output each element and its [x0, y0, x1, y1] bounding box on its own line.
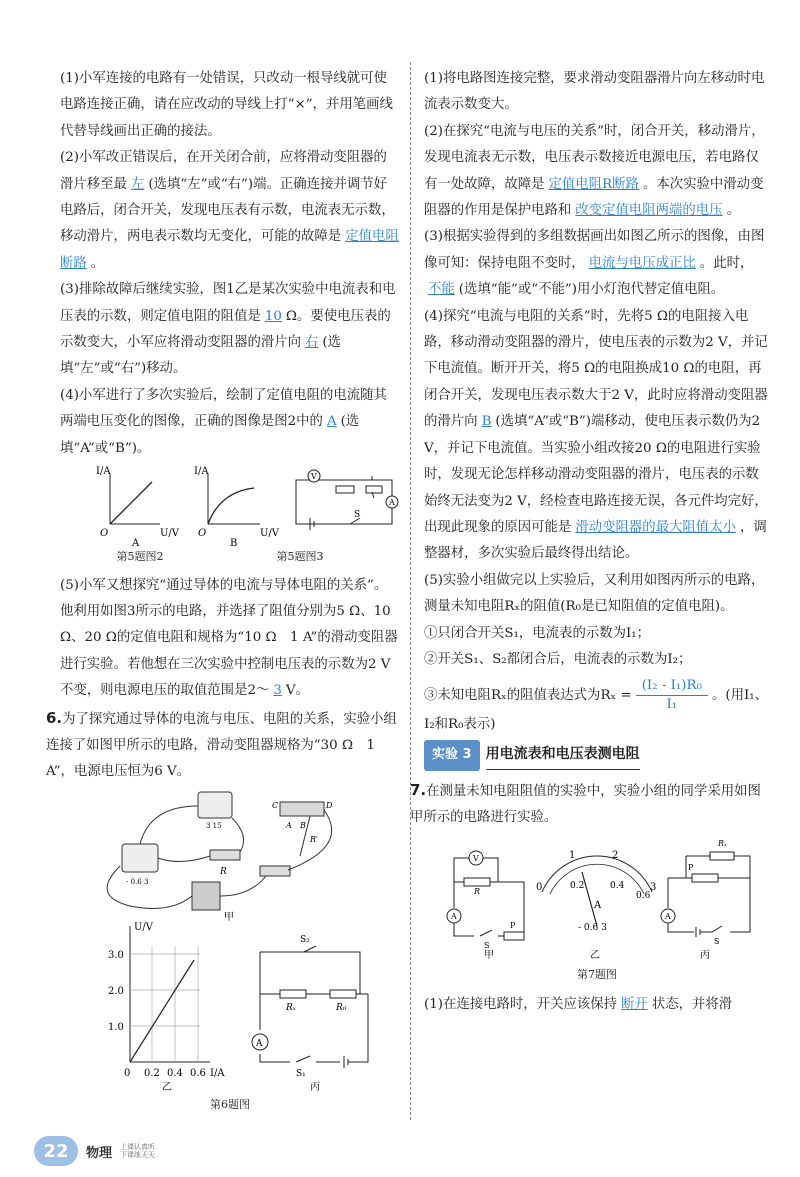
svg-text:0: 0	[536, 881, 543, 893]
circuit-bing	[252, 946, 368, 1068]
q6-step3: ③未知电阻Rₓ的阻值表达式为Rₓ = $\frac{\text{(I₂ - I₁)R₀}}{\text{I₁}}$ 。(用I₁、I₂和R₀表示)	[424, 678, 769, 733]
answer: A	[326, 414, 337, 430]
voltmeter-label: V	[473, 853, 479, 863]
svg-text:R′: R′	[310, 834, 318, 844]
q5-part5: (5)小军又想探究“通过导体的电流与导体电阻的关系”。他利用如图3所示的电路，并选择了阻值分别为5 Ω、10 Ω、20 Ω的定值电阻和规格为“10 Ω 1 A”的滑动变阻器进行实验。若他想在三次实验中控制电压表的示数为2 V不变，则电源电压的取值范围是2～ 3 V。	[60, 577, 398, 699]
switch-device	[260, 866, 290, 876]
svg-text:D: D	[326, 800, 333, 810]
origin-label: O	[198, 528, 207, 540]
ammeter-label: A	[389, 498, 395, 508]
svg-text:R: R	[220, 866, 227, 877]
graph-label: B	[230, 538, 238, 549]
axis-label: U/V	[260, 528, 280, 540]
q6-part4: (4)探究“电流与电阻的关系”时，先将5 Ω的电阻接入电路，移动滑动变阻器的滑片，使电压表的示数为2 V，并记下电流值。断开开关，将5 Ω的电阻换成10 Ω的电阻，再闭合开关，发现电压表示数大于2 V，此时应将滑动变阻器的滑片向 B (选填“A”或“B”)端移动，使电压表示数仍为2 V，并记下电流值。当实验小组改接20 Ω的电阻进行实验时，发现无论怎样移动滑动变阻器的滑片，电压表的示数始终无法变为2 V，经检查电路连接无误，各元件均完好，出现此现象的原因可能是 滑动变阻器的最大阻值太小 ，调整器材，多次实验后最终得出结论。	[424, 308, 768, 562]
answer: 3	[273, 683, 282, 699]
svg-text:2: 2	[612, 849, 619, 861]
fig-label: 甲	[484, 949, 494, 961]
q6-part1: (1)将电路图连接完整，要求滑动变阻器滑片向左移动时电流表示数变大。	[424, 71, 765, 113]
tick-label: 1.0	[108, 1021, 124, 1033]
fig-label: 甲	[224, 911, 234, 922]
q5-part4: (4)小军进行了多次实验后，绘制了定值电阻的电流随其两端电压变化的图像，正确的图像是图2中的 A (选填“A”或“B”)。	[60, 387, 387, 456]
graph-and-circuit	[60, 922, 400, 1092]
tick-label: 0	[124, 1067, 131, 1079]
answer-fraction: $\frac{\text{(I₂ - I₁)R₀}}{\text{I₁}}$	[636, 677, 708, 714]
circuit-bing	[661, 852, 750, 937]
q6-part2: (2)在探究“电流与电压的关系”时，闭合开关，移动滑片，发现电流表无示数，电压表示数接近电源电压，若电路仅有一处故障，故障是 定值电阻R断路 。本次实验中滑动变阻器的作用是保护电路和 改变定值电阻两端的电压 。	[424, 123, 765, 219]
answer: 左	[130, 176, 145, 192]
tick-label: 0.6	[190, 1067, 206, 1079]
svg-text:0.6: 0.6	[636, 890, 651, 901]
experiment-title: 用电流表和电压表测电阻	[486, 741, 640, 769]
ammeter-dial	[536, 850, 656, 961]
ammeter-label: A	[256, 1038, 263, 1049]
battery-device	[192, 882, 220, 910]
axis-label: U/V	[134, 921, 154, 933]
axis-label: U/V	[160, 528, 180, 540]
fig6-yi-bing	[60, 922, 400, 1092]
left-column	[46, 66, 400, 1118]
slogan: 上课认真听 下课练天天	[120, 1143, 156, 1159]
fig-label: 乙	[162, 1081, 172, 1092]
answer: 断开	[621, 996, 648, 1012]
question-number: 7.	[410, 780, 427, 799]
experiment-header	[424, 740, 770, 770]
svg-text:A: A	[594, 899, 602, 911]
q5-part1: (1)小军连接的电路有一处错误，只改动一根导线就可使电路连接正确，请在应改动的导线上打“×”，并用笔画线代替导线画出正确的接法。	[60, 71, 393, 139]
axis-label: I/A	[96, 466, 111, 478]
q5-part3: (3)排除故障后继续实验，图1乙是某次实验中电流表和电压表的示数，则定值电阻的阻值是 10 Ω。要使电压表的示数变大，小军应将滑动变阻器的滑片向 右 (选填“左”或“右”)移动。	[60, 282, 396, 377]
svg-text:0.2: 0.2	[570, 880, 585, 891]
q7-part1: (1)在连接电路时，开关应该保持 断开 状态，并将滑	[424, 996, 733, 1012]
page-footer	[34, 1136, 155, 1166]
q5-part2: (2)小军改正错误后，在开关闭合前，应将滑动变阻器的滑片移至最 左 (选填“左”或“右”)端。正确连接并调节好电路后，闭合开关，发现电压表有示数，电流表无示数，移动滑片，两电表示数均无变化，可能的故障是 定值电阻断路 。	[60, 150, 399, 271]
q7-stem: 7.在测量未知电阻阻值的实验中，实验小组的同学采用如图甲所示的电路进行实验。	[410, 780, 761, 826]
fig7	[424, 832, 770, 962]
resistor-label: R₀	[336, 1002, 347, 1013]
switch-label: S	[354, 510, 361, 521]
answer: 定值电阻断路	[60, 229, 399, 271]
svg-text:P: P	[688, 862, 694, 872]
switch-label: S₁	[296, 1068, 306, 1079]
caption: 第5题图3	[276, 550, 324, 564]
svg-text:C: C	[272, 800, 279, 810]
svg-text:- 0.6 3: - 0.6 3	[578, 922, 607, 933]
ammeter-label: A	[451, 911, 457, 921]
voltmeter-device	[198, 792, 232, 818]
axis-label: I/A	[210, 1067, 225, 1079]
caption: 第5题图2	[116, 550, 164, 564]
switch-label: S₂	[300, 934, 310, 945]
answer: 滑动变阻器的最大阻值太小	[575, 519, 736, 535]
svg-text:1: 1	[569, 849, 576, 861]
answer: 电流与电压成正比	[588, 255, 696, 271]
experiment-tag: 实验 3	[424, 740, 480, 770]
axis-label: I/A	[194, 466, 209, 478]
q6-part3: (3)根据实验得到的多组数据画出如图乙所示的图像，由图像可知：保持电阻不变时， 电流与电压成正比 。此时，不能 (选填“能”或“不能”)用小灯泡代替定值电阻。	[424, 229, 765, 298]
right-column	[410, 66, 770, 1018]
q5-figures	[60, 462, 400, 548]
subject-label: 物理	[86, 1145, 113, 1161]
answer: 改变定值电阻两端的电压	[575, 203, 723, 219]
tick-label: 0.2	[144, 1067, 160, 1079]
q6-step2: ②开关S₁、S₂都闭合后，电流表的示数为I₂；	[424, 651, 692, 667]
svg-text:Rₓ: Rₓ	[718, 838, 727, 848]
answer: B	[481, 414, 492, 430]
svg-text:S: S	[484, 940, 490, 950]
page-number: 22	[34, 1136, 78, 1166]
graph-b	[194, 466, 280, 548]
resistor-device	[210, 850, 240, 860]
answer: 定值电阻R断路	[548, 176, 639, 192]
question-number: 6.	[46, 708, 63, 727]
svg-text:A: A	[286, 820, 292, 830]
graph-a	[96, 466, 180, 548]
answer: 10	[264, 308, 282, 324]
voltmeter-label: V	[311, 472, 317, 482]
origin-label: O	[100, 528, 109, 540]
q6-part5: (5)实验小组做完以上实验后，又利用如图丙所示的电路，测量未知电阻Rₓ的阻值(R₀是已知阻值的定值电阻)。	[424, 572, 765, 615]
rheostat-device	[280, 802, 324, 816]
caption: 第7题图	[577, 967, 617, 981]
fig6-jia	[60, 786, 400, 922]
svg-text:S: S	[714, 936, 720, 946]
graph-label: A	[132, 538, 140, 549]
svg-text:P: P	[510, 920, 516, 930]
terminal-label: - 0.6 3	[126, 877, 149, 886]
ammeter-device	[122, 844, 158, 872]
svg-text:B: B	[300, 820, 306, 830]
fig-label: 乙	[590, 949, 600, 961]
answer: 右	[305, 335, 319, 351]
caption: 第6题图	[210, 1097, 250, 1111]
fig-label: 丙	[310, 1081, 320, 1092]
fig-label: 丙	[700, 949, 710, 961]
tick-label: 3.0	[108, 949, 124, 961]
tick-label: 0.4	[167, 1067, 183, 1079]
column-divider	[410, 62, 411, 1120]
graph-yi	[108, 922, 225, 1092]
apparatus-drawing	[60, 786, 400, 922]
svg-text:R: R	[474, 886, 481, 896]
tick-label: 2.0	[108, 985, 124, 997]
q6-stem: 6.为了探究通过导体的电流与电压、电阻的关系，实验小组连接了如图甲所示的电路，滑动变阻器规格为“30 Ω 1 A”，电源电压恒为6 V。	[46, 708, 397, 780]
q5-graphs-and-circuit	[60, 462, 400, 548]
svg-text:3: 3	[650, 881, 657, 893]
q6-step1: ①只闭合开关S₁，电流表的示数为I₁；	[424, 625, 651, 641]
answer: 不能	[428, 282, 455, 298]
svg-text:0.4: 0.4	[610, 880, 625, 891]
terminal-label: 3 15	[206, 821, 222, 830]
svg-text:A: A	[665, 911, 671, 921]
resistor-label: Rₓ	[286, 1002, 296, 1013]
fig7-drawing	[424, 832, 770, 962]
